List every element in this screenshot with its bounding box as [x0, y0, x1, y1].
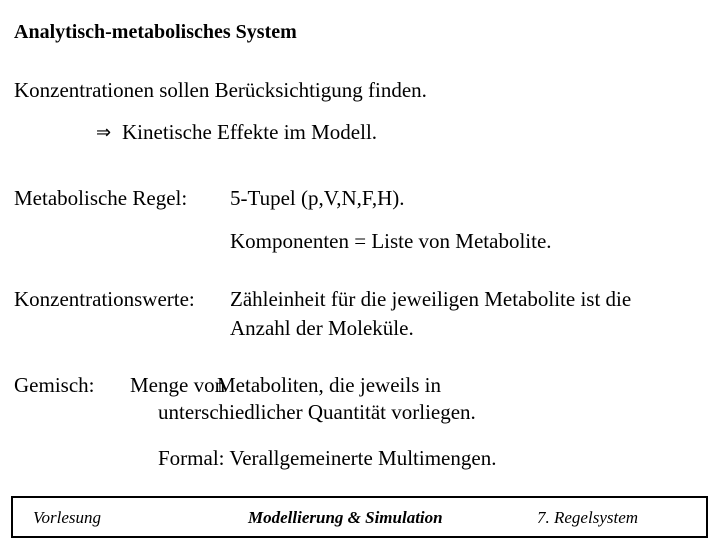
footer-left: Vorlesung — [33, 508, 101, 527]
implication-text: Kinetische Effekte im Modell. — [122, 120, 378, 144]
concentration-line-2: Anzahl der Moleküle. — [230, 316, 414, 340]
mixture-text-b: Metaboliten, die jeweils in — [217, 373, 441, 397]
slide-title: Analytisch-metabolisches System — [14, 21, 297, 43]
mixture-formal: Formal: Verallgemeinerte Multimengen. — [158, 446, 497, 470]
rule-label: Metabolische Regel: — [14, 186, 188, 210]
statement-concentrations: Konzentrationen sollen Berücksichtigung finden. — [14, 78, 427, 102]
implies-icon: ⇒ — [96, 122, 112, 143]
rule-text: 5-Tupel (p,V,N,F,H). — [230, 186, 405, 210]
footer-center: Modellierung & Simulation — [248, 508, 443, 527]
mixture-text-a: Menge von — [130, 373, 226, 397]
concentration-line-1: Zähleinheit für die jeweiligen Metabolite ist die — [230, 287, 632, 311]
rule-components: Komponenten = Liste von Metabolite. — [230, 229, 552, 253]
footer-right: 7. Regelsystem — [537, 508, 639, 527]
footer-bar — [11, 496, 708, 538]
concentration-label: Konzentrationswerte: — [14, 287, 195, 311]
mixture-label: Gemisch: — [14, 373, 95, 397]
mixture-line-2: unterschiedlicher Quantität vorliegen. — [158, 400, 476, 424]
